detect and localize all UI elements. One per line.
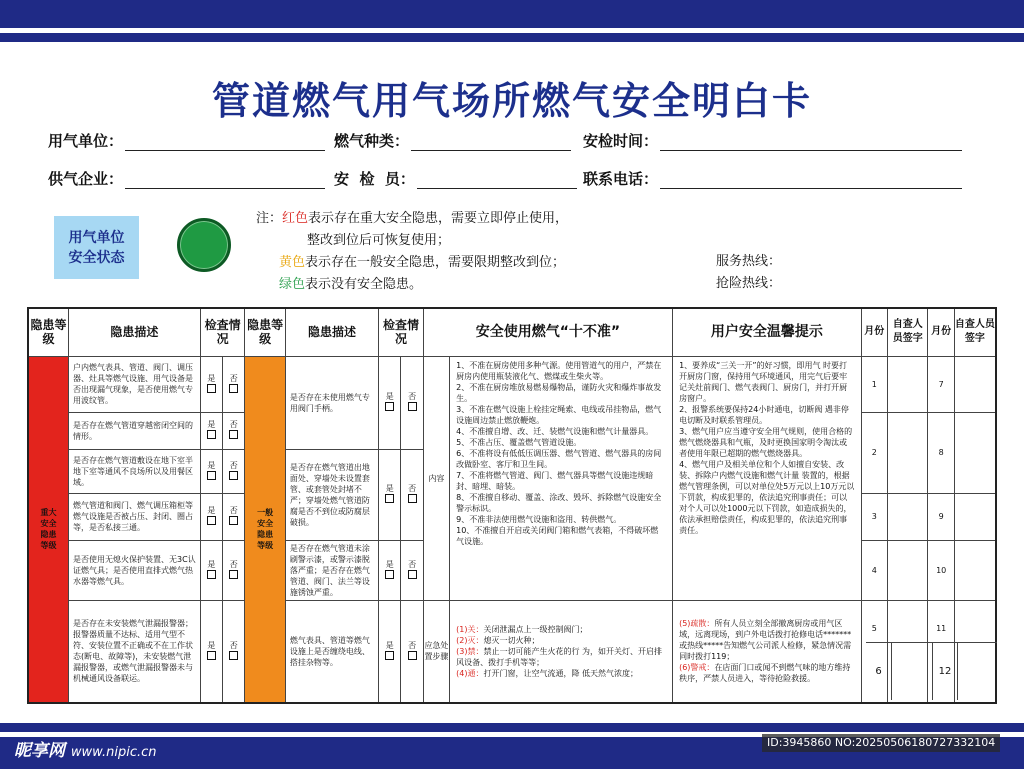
unit-line [125, 135, 325, 151]
note-red-word: 红色 [282, 211, 309, 226]
general-yes-2[interactable] [379, 449, 401, 540]
checkbox[interactable] [207, 570, 216, 579]
yes-label: 是 [385, 484, 394, 493]
no-label: 否 [408, 392, 417, 401]
sign-cell[interactable] [954, 540, 996, 600]
status-label-line1: 用气单位 [68, 229, 125, 246]
table-row [28, 600, 996, 703]
checkbox[interactable] [229, 430, 238, 439]
no-label: 否 [229, 506, 238, 515]
supplier-label: 供气企业： [48, 170, 124, 188]
rule-1: 1、不准在厨房使用多种气源。使用管道气的用户，严禁在厨房内使用瓶装液化气、燃煤或生柴火等。 [456, 360, 662, 381]
note-red-text1: 表示存在重大安全隐患，需要立即停止使用， [308, 211, 569, 226]
rule-2: 2、不准在厨房堆放易燃易爆物品，谨防火灾和爆炸事故发生。 [456, 382, 662, 403]
checkbox[interactable] [408, 570, 417, 579]
month-4: 4 [861, 540, 887, 600]
emergency-key: (1)关： [456, 624, 484, 634]
gas-type-field [334, 130, 571, 151]
emergency-key: (4)通： [456, 668, 484, 678]
checkbox[interactable] [229, 516, 238, 525]
no-label: 否 [229, 373, 238, 383]
yes-label: 是 [207, 506, 216, 515]
emergency-step-4 [456, 668, 666, 679]
status-label-box [54, 216, 139, 279]
emergency-label: 应急处置步骤 [423, 600, 449, 703]
page-title: 管道燃气用气场所燃气安全明白卡 [211, 79, 812, 123]
rule-9: 9、不准非法使用燃气设施和盗用、转供燃气。 [456, 514, 622, 524]
sign-cell[interactable] [887, 356, 928, 412]
sign-cell[interactable] [887, 412, 928, 493]
yes-label: 是 [385, 640, 394, 650]
note-red-text2: 整改到位后可恢复使用； [307, 233, 451, 248]
month-6-12-row [866, 642, 997, 700]
note-green-text: 表示没有安全隐患。 [305, 277, 423, 292]
emergency-text: 禁止一切可能产生火花的行 为，如开关灯、开启排风设备、拨打手机等等； [456, 646, 662, 667]
emergency-text: 在店面门口或闻不到燃气味的地方维持秩序，严禁人员进入，等待抢险救援。 [679, 663, 851, 684]
general-item-2: 是否存在燃气管道出地 面处、穿墙处未设置套管、或套管处封堵不严；穿墙处燃气管道防腐是否不到位或防腐层破损。 [285, 449, 378, 540]
emergency-text: 熄灭一切火种； [483, 635, 540, 645]
checkbox[interactable] [207, 384, 216, 393]
general-item-1: 是否存在未使用燃气专用阀门手柄。 [285, 356, 378, 449]
emergency-step-2 [456, 635, 666, 646]
checkbox[interactable] [385, 402, 394, 411]
no-label: 否 [229, 420, 238, 429]
tip-3: 3、燃气用户应当遵守安全用气规则，使用合格的燃气燃烧器具和气瓶，及时更换国家明令淘汰或者使用年限已超期的燃气燃烧器具。 [679, 426, 853, 458]
checkbox[interactable] [207, 651, 216, 660]
major-yes-2[interactable] [200, 412, 222, 449]
checkbox[interactable] [207, 471, 216, 480]
note-yellow-word: 黄色 [279, 255, 306, 270]
month-5: 5 [861, 600, 887, 703]
hdr-tips: 用户安全温馨提示 [673, 308, 862, 356]
month-1: 1 [861, 356, 887, 412]
general-level-label: 一般安全隐患等级 [257, 508, 274, 551]
general-level-cell [245, 356, 286, 703]
unit-label: 用气单位： [48, 132, 124, 150]
emergency-step-6 [679, 662, 855, 684]
major-no-4[interactable] [223, 493, 245, 540]
rules-list [450, 356, 673, 600]
no-label: 否 [229, 460, 238, 470]
watermark-id: ID:3945860 NO:20250506180727332104 [762, 734, 1000, 752]
sign-cell[interactable] [954, 356, 996, 412]
phone-field [583, 168, 962, 189]
major-level-label: 重大安全隐患等级 [40, 508, 57, 551]
top-band-stripe [0, 33, 1024, 42]
checkbox[interactable] [229, 651, 238, 660]
inspect-time-label: 安检时间： [583, 132, 659, 150]
supplier-line [125, 173, 325, 189]
hazard-table [27, 307, 997, 704]
checkbox[interactable] [229, 570, 238, 579]
emergency-step-5 [679, 618, 855, 662]
major-no-6[interactable] [223, 600, 245, 703]
table-row [28, 356, 996, 412]
emergency-steps-right [673, 600, 862, 703]
no-label: 否 [408, 559, 417, 569]
top-band [0, 0, 1024, 28]
emergency-step-3 [456, 646, 666, 668]
yes-label: 是 [207, 373, 216, 383]
checkbox[interactable] [385, 570, 394, 579]
hdr-level-2: 隐患等级 [245, 308, 286, 356]
major-yes-3[interactable] [200, 449, 222, 493]
rule-10: 10、不准擅自开启或关闭阀门箱和燃气表箱，不得破坏燃气设施。 [456, 525, 659, 546]
general-yes-3[interactable] [379, 540, 401, 600]
general-item-3: 是否存在燃气管道未涂刷警示漆，或警示漆脱落严重；是否存在燃气管道、阀门、法兰等设施锈蚀严重。 [285, 540, 378, 600]
major-yes-1[interactable] [200, 356, 222, 412]
month-11: 11 [928, 600, 954, 703]
hdr-level-1: 隐患等级 [28, 308, 69, 356]
sign-cell[interactable] [954, 493, 996, 540]
inspector-field [334, 168, 577, 189]
tips-list [673, 356, 862, 600]
rule-6: 6、不准将设有低低压调压器、燃气管道、燃气器具的房间改做卧室、客厅和卫生间。 [456, 448, 662, 469]
checkbox[interactable] [385, 494, 394, 503]
hdr-month-1: 月份 [861, 308, 887, 356]
general-item-4: 燃气表具、管道等燃气设施上是否缠绕电线、搭挂杂物等。 [285, 600, 378, 703]
emergency-key: (2)灭： [456, 635, 484, 645]
header-row [28, 308, 996, 356]
no-label: 否 [229, 640, 238, 650]
watermark-logo [14, 736, 157, 761]
checkbox[interactable] [229, 384, 238, 393]
hdr-desc-1: 隐患描述 [69, 308, 201, 356]
checkbox[interactable] [207, 516, 216, 525]
tip-2: 2、报警系统要保持24小时通电，切断阀 遇非停电切断及时联系管理员。 [679, 404, 849, 425]
general-no-1[interactable] [401, 356, 423, 449]
yes-label: 是 [207, 640, 216, 650]
major-level-cell [28, 356, 69, 703]
sign-cell[interactable] [954, 412, 996, 493]
rule-3: 3、不准在燃气设施上栓挂定绳索、电线或吊挂物品，燃气设施周边禁止燃放鞭炮。 [456, 404, 662, 425]
rules-content-label: 内容 [423, 356, 449, 600]
rule-8: 8、不准擅自移动、覆盖、涂改、毁坏、拆除燃气设施安全警示标识。 [456, 492, 662, 513]
major-yes-5[interactable] [200, 540, 222, 600]
month-8: 8 [928, 412, 954, 493]
general-no-3[interactable] [401, 540, 423, 600]
no-label: 否 [408, 484, 417, 493]
sign-cell[interactable] [887, 493, 928, 540]
status-indicator-dot [177, 218, 231, 272]
major-yes-6[interactable] [200, 600, 222, 703]
emergency-key: (3)禁： [456, 646, 484, 656]
inspect-time-field [583, 130, 962, 151]
color-legend-note [256, 208, 568, 296]
yes-label: 是 [207, 559, 216, 569]
watermark-logo-text: 昵享网 [14, 741, 65, 761]
phone-line [660, 173, 962, 189]
major-item-5: 是否使用无熄火保护装置、无3C认证燃气具；是否使用直排式燃气热水器等燃气具。 [69, 540, 201, 600]
major-no-2[interactable] [223, 412, 245, 449]
emergency-key: (5)疏散： [679, 619, 715, 629]
major-item-3: 是否存在燃气管道敷设在地下室半地下室等通风不良场所以及用餐区域。 [69, 449, 201, 493]
checkbox[interactable] [408, 402, 417, 411]
checkbox[interactable] [408, 651, 417, 660]
inspector-label: 安 检 员： [334, 170, 415, 188]
inspector-line [417, 173, 577, 189]
rule-7: 7、不准将燃气管道、阀门、燃气器具等燃气设施违规暗封、暗埋、暗装。 [456, 470, 654, 491]
gas-type-label: 燃气种类： [334, 132, 410, 150]
major-item-6: 是否存在未安装燃气泄漏报警器；报警器质量不达标、适用气型不符、安装位置不正确或不在工作状态(断电、故障等)，未安装燃气泄漏报警器，或燃气泄漏报警器未与机械通风设备联运。 [69, 600, 201, 703]
tip-4: 4、燃气用户及相关单位和个人如擅自安装、改装、拆除户内燃气设施和燃气计量 装置的，根据燃气管理条例，可以对单位处5万元以上10万元以下罚款，构成犯罪的，依法追究刑事责任；可以对个人可以处1000元以下罚款，如造成损失的，依法承担赔偿责任，构成犯罪的，依法追究刑事责任。 [679, 459, 855, 535]
emergency-text: 打开门窗，让空气流通，降 低天然气浓度； [483, 668, 638, 678]
major-no-1[interactable] [223, 356, 245, 412]
major-no-3[interactable] [223, 449, 245, 493]
emergency-text: 关闭泄漏点上一级控制阀门； [483, 624, 588, 634]
month-12: 12 [932, 643, 958, 700]
checkbox[interactable] [229, 471, 238, 480]
no-label: 否 [408, 640, 417, 650]
general-yes-1[interactable] [379, 356, 401, 449]
emergency-text: 所有人员立刻全部撤离厨房或用气区域，远离现场，到户外电话拨打抢修电话*******或热线*****告知燃气公司派人检修，紧急情况需同时拨打119； [679, 619, 852, 662]
major-item-1: 户内燃气表具、管道、阀门、调压器、灶具等燃气设施、用气设备是否出现漏气现象，是否使用燃气专用波纹管。 [69, 356, 201, 412]
service-hotline: 服务热线： [716, 254, 782, 269]
yes-label: 是 [385, 392, 394, 401]
general-yes-4[interactable] [379, 600, 401, 703]
hdr-check-2: 检查情况 [379, 308, 424, 356]
rule-4: 4、不准擅自增、改、迁、装燃气设施和燃气计量器具。 [456, 426, 654, 436]
bottom-band-stripe [0, 723, 1024, 732]
month-2: 2 [861, 412, 887, 493]
hdr-check-1: 检查情况 [200, 308, 245, 356]
yes-label: 是 [207, 460, 216, 470]
gas-type-line [411, 135, 571, 151]
phone-label: 联系电话： [583, 170, 659, 188]
general-no-2[interactable] [401, 449, 423, 540]
inspect-time-line [660, 135, 962, 151]
watermark-site: www.nipic.cn [70, 745, 157, 760]
note-prefix: 注： [256, 211, 283, 226]
tip-1: 1、要养成“三关一开”的好习惯，即用气 时要打开厨房门窗，保持用气环境通风，用完气后要牢记关灶前阀门、燃气表阀门、厨房门，并打开厨房窗户。 [679, 360, 848, 403]
yes-label: 是 [385, 559, 394, 569]
general-no-4[interactable] [401, 600, 423, 703]
status-label-line2: 安全状态 [68, 249, 125, 266]
hdr-sign-1: 自查人员签字 [887, 308, 928, 356]
note-green-word: 绿色 [279, 277, 306, 292]
month-9: 9 [928, 493, 954, 540]
sign-cell[interactable] [887, 540, 928, 600]
unit-field [48, 130, 325, 151]
month-3: 3 [861, 493, 887, 540]
major-yes-4[interactable] [200, 493, 222, 540]
month-7: 7 [928, 356, 954, 412]
emergency-steps-left [450, 600, 673, 703]
hdr-desc-2: 隐患描述 [285, 308, 378, 356]
month-6: 6 [866, 643, 892, 700]
major-no-5[interactable] [223, 540, 245, 600]
yes-label: 是 [207, 420, 216, 429]
major-item-4: 燃气管道和阀门、燃气调压箱柜等燃气设施是否被占压、封闭、圈占等，是否私接三通。 [69, 493, 201, 540]
supplier-field [48, 168, 325, 189]
emergency-step-1 [456, 624, 666, 635]
checkbox[interactable] [385, 651, 394, 660]
checkbox[interactable] [408, 494, 417, 503]
hdr-sign-2: 自查人员签字 [954, 308, 996, 356]
rescue-hotline: 抢险热线： [716, 276, 782, 291]
hdr-rules: 安全使用燃气“十不准” [423, 308, 672, 356]
note-yellow-text: 表示存在一般安全隐患，需要限期整改到位； [305, 255, 566, 270]
hdr-month-2: 月份 [928, 308, 954, 356]
no-label: 否 [229, 559, 238, 569]
emergency-key: (6)警戒： [679, 663, 715, 673]
rule-5: 5、不准占压、覆盖燃气管道设施。 [456, 437, 582, 447]
month-10: 10 [928, 540, 954, 600]
checkbox[interactable] [207, 430, 216, 439]
major-item-2: 是否存在燃气管道穿越密闭空间的情形。 [69, 412, 201, 449]
